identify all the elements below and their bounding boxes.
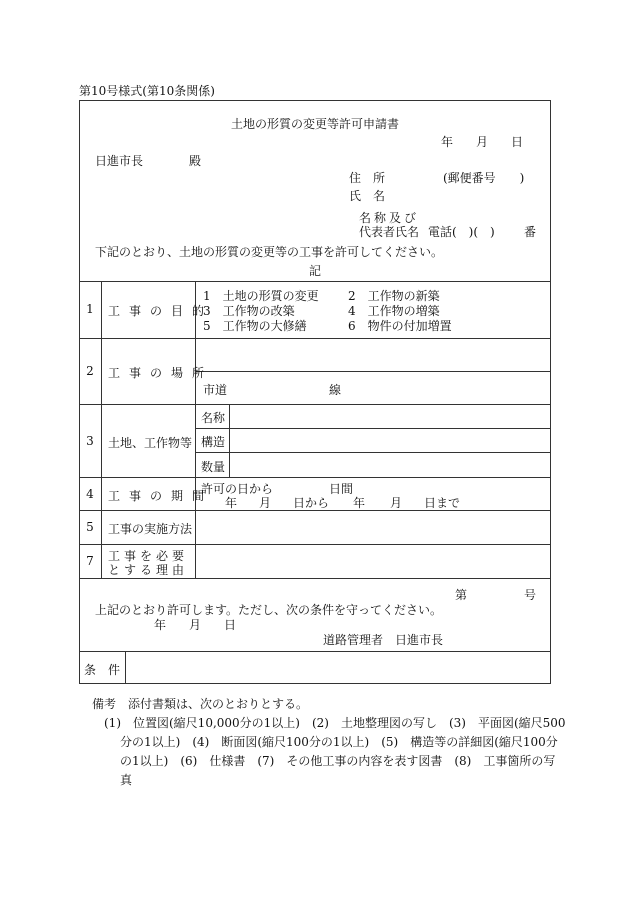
permit-statement: 上記のとおり許可します。ただし、次の条件を守ってください。 (95, 603, 443, 617)
purpose-option: 6 物件の付加増置 (348, 319, 452, 333)
application-form (79, 100, 551, 684)
address-label: 住 所 (349, 171, 386, 185)
notes-line: の1以上) (6) 仕様書 (7) その他工事の内容を表す図書 (8) 工事箇所の写 (120, 754, 556, 768)
period-label: 工事の期間 (108, 489, 214, 503)
period-month: 月 (390, 496, 403, 510)
row-number: 5 (86, 520, 94, 534)
honorific: 殿 (189, 154, 202, 168)
corp-name-label: 名称及び (359, 211, 420, 225)
sub-label-name: 名称 (201, 411, 226, 425)
form-title: 土地の形質の変更等許可申請書 (230, 117, 399, 131)
city-road-label: 市道 (203, 383, 228, 397)
period-from-label: 許可の日から (201, 482, 274, 496)
method-label: 工事の実施方法 (108, 522, 193, 536)
purpose-option: 1 土地の形質の変更 (203, 289, 319, 303)
sub-label-structure: 構造 (201, 435, 226, 449)
location-label: 工事の場所 (108, 366, 214, 380)
purpose-label: 工事の目的 (108, 304, 214, 318)
reason-label-line2: とする理由 (108, 563, 189, 577)
notes-heading: 備考 添付書類は、次のとおりとする。 (92, 697, 309, 711)
permit-number-prefix: 第 (455, 588, 468, 602)
period-year: 年 (353, 496, 366, 510)
period-month: 月 (259, 496, 272, 510)
reason-label-line1: 工事を必要 (108, 549, 189, 563)
period-days-label: 日間 (329, 482, 354, 496)
row-number: 4 (86, 487, 94, 501)
application-statement: 下記のとおり、土地の形質の変更等の工事を許可してください。 (95, 245, 444, 259)
permit-date-year: 年 (154, 618, 167, 632)
phone-suffix: 番 (524, 225, 537, 239)
period-day-until: 日まで (424, 496, 461, 510)
notes-line: 分の1以上) (4) 断面図(縮尺100分の1以上) (5) 構造等の詳細図(縮尺100分 (120, 735, 558, 749)
permit-number-suffix: 号 (524, 588, 537, 602)
land-structure-label: 土地、工作物等 (108, 436, 193, 450)
sub-label-quantity: 数量 (201, 460, 226, 474)
purpose-option: 2 工作物の新築 (348, 289, 440, 303)
period-day-from: 日から (293, 496, 330, 510)
name-label: 氏 名 (349, 189, 386, 203)
notes-line: (1) 位置図(縮尺10,000分の1以上) (2) 土地整理図の写し (3) 平面図(縮尺500 (104, 716, 566, 730)
notes-line: 真 (120, 773, 133, 787)
purpose-option: 5 工作物の大修繕 (203, 319, 307, 333)
conditions-label: 条 件 (84, 663, 121, 677)
purpose-option: 4 工作物の増築 (348, 304, 440, 318)
ki-label: 記 (308, 264, 321, 278)
permit-date-month: 月 (189, 618, 202, 632)
postal-code-label: (郵便番号 ) (443, 171, 525, 185)
representative-label: 代表者氏名 (359, 225, 420, 239)
purpose-option: 3 工作物の改築 (203, 304, 295, 318)
permit-date-day: 日 (224, 618, 237, 632)
row-number: 2 (86, 364, 94, 378)
row-number: 1 (86, 302, 94, 316)
form-number: 第10号様式(第10条関係) (79, 84, 215, 98)
row-number: 3 (86, 434, 94, 448)
addressee: 日進市長 (95, 154, 144, 168)
date-year: 年 (441, 135, 454, 149)
row-number: 7 (86, 554, 94, 568)
road-authority: 道路管理者 日進市長 (323, 633, 444, 647)
period-year: 年 (225, 496, 238, 510)
date-month: 月 (476, 135, 489, 149)
road-line-label: 線 (329, 383, 342, 397)
phone-label: 電話( )( ) (428, 225, 495, 239)
date-day: 日 (511, 135, 524, 149)
